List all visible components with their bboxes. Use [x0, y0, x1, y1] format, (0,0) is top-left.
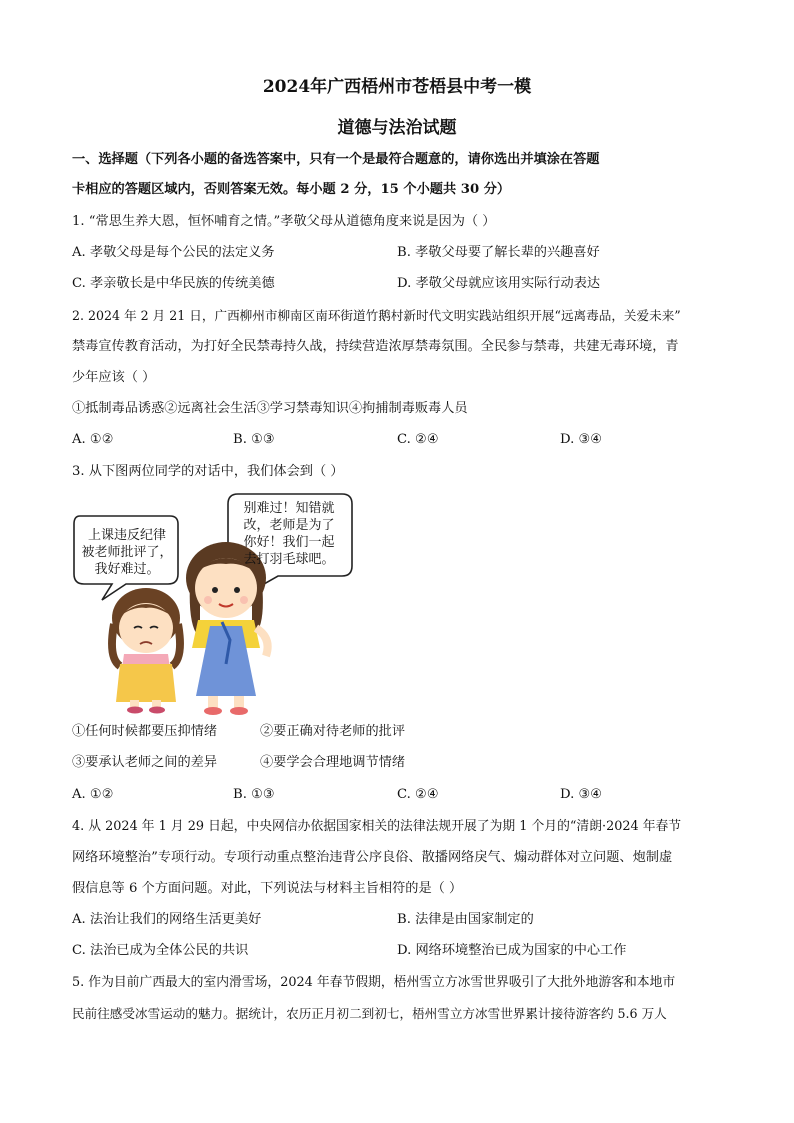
speech-right-line4: 去打羽毛球吧。: [243, 552, 335, 567]
q4-stem-line2: 网络环境整治”专项行动。专项行动重点整治违背公序良俗、散播网络戾气、煽动群体对立问题、炮制虚: [72, 850, 673, 865]
speech-left-line3: 我好难过。: [94, 562, 160, 577]
q4-option-b: B. 法律是由国家制定的: [397, 912, 534, 927]
q2-option-a: A. ①②: [72, 432, 114, 447]
q5-stem-line2: 民前往感受冰雪运动的魅力。据统计，农历正月初二到初七，梧州雪立方冰雪世界累计接待游客约 5.6 万人: [72, 1006, 667, 1021]
q3-stem: 3. 从下图两位同学的对话中，我们体会到（ ）: [72, 464, 344, 479]
q2-stem-line3: 少年应该（ ）: [72, 370, 156, 385]
speech-right-line3: 你好！我们一起: [243, 535, 335, 550]
q2-option-c: C. ②④: [397, 432, 439, 447]
q2-items: ①抵制毒品诱惑②远离社会生活③学习禁毒知识④拘捕制毒贩毒人员: [72, 401, 468, 416]
speech-text-left: [75, 527, 179, 578]
q4-option-d: D. 网络环境整治已成为国家的中心工作: [397, 943, 627, 958]
speech-right-line1: 别难过！知错就: [243, 501, 335, 516]
q3-item-3: ③要承认老师之间的差异: [72, 755, 218, 770]
q2-stem-line1: 2. 2024 年 2 月 21 日，广西柳州市柳南区南环街道竹鹅村新时代文明实践站组织开展“远离毒品，关爱未来”: [72, 308, 681, 323]
q2-option-b: B. ①③: [233, 432, 275, 447]
q1-option-d: D. 孝敬父母就应该用实际行动表达: [397, 276, 601, 291]
q2-stem-line2: 禁毒宣传教育活动，为打好全民禁毒持久战，持续营造浓厚禁毒氛围。全民参与禁毒，共建无毒环境，青: [72, 339, 679, 354]
q1-option-b: B. 孝敬父母要了解长辈的兴趣喜好: [397, 245, 600, 260]
section-heading-line2: 卡相应的答题区域内，否则答案无效。每小题 2 分，15 个小题共 30 分）: [72, 182, 511, 197]
q3-option-c: C. ②④: [397, 787, 439, 802]
q4-option-a: A. 法治让我们的网络生活更美好: [72, 912, 262, 927]
section-heading-line1: 一、选择题（下列各小题的备选答案中，只有一个是最符合题意的，请你选出并填涂在答题: [72, 152, 600, 167]
q3-item-2: ②要正确对待老师的批评: [260, 724, 406, 739]
exam-subtitle: 道德与法治试题: [337, 118, 457, 138]
q4-stem-line3: 假信息等 6 个方面问题。对此，下列说法与材料主旨相符的是（ ）: [72, 881, 463, 896]
q3-option-a: A. ①②: [72, 787, 114, 802]
speech-left-line2: 被老师批评了，: [81, 545, 173, 560]
q5-stem-line1: 5. 作为目前广西最大的室内滑雪场，2024 年春节假期，梧州雪立方冰雪世界吸引了大批外地游客和本地市: [72, 975, 676, 990]
q4-option-c: C. 法治已成为全体公民的共识: [72, 943, 249, 958]
speech-left-line1: 上课违反纪律: [87, 528, 166, 543]
q1-option-c: C. 孝亲敬长是中华民族的传统美德: [72, 276, 275, 291]
q3-item-4: ④要学会合理地调节情绪: [260, 755, 406, 770]
q2-option-d: D. ③④: [560, 432, 603, 447]
q1-stem: 1. “常思生养大恩，恒怀哺育之情。”孝敬父母从道德角度来说是因为（ ）: [72, 214, 496, 229]
q3-item-1: ①任何时候都要压抑情绪: [72, 724, 218, 739]
speech-right-line2: 改，老师是为了: [243, 518, 335, 533]
q3-option-d: D. ③④: [560, 787, 603, 802]
speech-text-right: [230, 500, 348, 568]
q1-option-a: A. 孝敬父母是每个公民的法定义务: [72, 245, 275, 260]
exam-title: 2024年广西梧州市苍梧县中考一模: [262, 77, 532, 97]
q4-stem-line1: 4. 从 2024 年 1 月 29 日起，中央网信办依据国家相关的法律法规开展了为期 1 个月的“清朗·2024 年春节: [72, 819, 682, 834]
girl-sad-illustration: [112, 588, 180, 714]
q3-option-b: B. ①③: [233, 787, 275, 802]
